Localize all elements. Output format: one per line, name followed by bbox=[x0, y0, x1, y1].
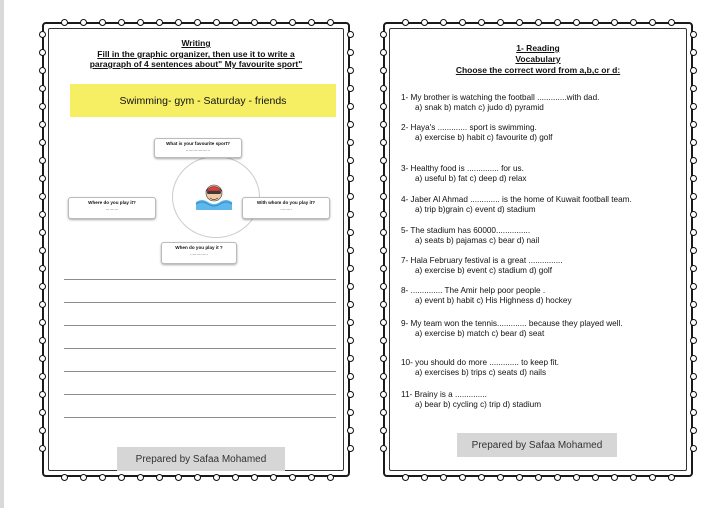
binder-ring-icon bbox=[516, 474, 523, 481]
binder-ring-icon bbox=[156, 474, 163, 481]
binder-ring-icon bbox=[380, 391, 387, 398]
word-bank-text: Swimming- gym - Saturday - friends bbox=[119, 94, 287, 107]
binder-ring-icon bbox=[380, 265, 387, 272]
binder-ring-icon bbox=[39, 391, 46, 398]
question-item bbox=[401, 195, 632, 215]
binder-ring-icon bbox=[39, 247, 46, 254]
answer-options: a) seats b) pajamas c) bear d) nail bbox=[415, 236, 540, 245]
binder-ring-icon bbox=[478, 474, 485, 481]
binder-ring-icon bbox=[380, 427, 387, 434]
binder-ring-icon bbox=[440, 474, 447, 481]
binder-ring-icon bbox=[213, 19, 220, 26]
binder-ring-icon bbox=[690, 31, 697, 38]
binder-ring-icon bbox=[690, 229, 697, 236]
binder-ring-icon bbox=[690, 391, 697, 398]
question-item bbox=[401, 286, 572, 306]
binder-ring-icon bbox=[380, 67, 387, 74]
binder-ring-icon bbox=[690, 409, 697, 416]
answer-options: a) event b) habit c) His Highness d) hockey bbox=[415, 296, 572, 305]
binder-ring-icon bbox=[156, 19, 163, 26]
binder-ring-icon bbox=[327, 474, 334, 481]
binder-ring-icon bbox=[347, 409, 354, 416]
organizer-question-sport: What is your favourite sport? bbox=[166, 141, 230, 146]
writing-line[interactable] bbox=[64, 325, 336, 326]
binder-ring-icon bbox=[380, 229, 387, 236]
binder-ring-icon bbox=[347, 373, 354, 380]
binder-ring-icon bbox=[39, 31, 46, 38]
binder-ring-icon bbox=[402, 474, 409, 481]
writing-line[interactable] bbox=[64, 279, 336, 280]
binder-ring-icon bbox=[380, 157, 387, 164]
binder-ring-icon bbox=[39, 445, 46, 452]
binder-ring-icon bbox=[39, 229, 46, 236]
binder-ring-icon bbox=[347, 391, 354, 398]
graphic-organizer bbox=[64, 134, 336, 254]
answer-options: a) exercise b) event c) stadium d) golf bbox=[415, 266, 552, 275]
prepared-by-label bbox=[457, 433, 617, 457]
binder-ring-icon bbox=[380, 193, 387, 200]
binder-ring-icon bbox=[380, 409, 387, 416]
binder-ring-icon bbox=[347, 49, 354, 56]
binder-ring-icon bbox=[61, 474, 68, 481]
binder-ring-icon bbox=[232, 474, 239, 481]
question-item bbox=[401, 226, 539, 246]
binder-ring-icon bbox=[39, 175, 46, 182]
binder-ring-icon bbox=[380, 85, 387, 92]
binder-ring-icon bbox=[478, 19, 485, 26]
binder-ring-icon bbox=[554, 474, 561, 481]
binder-ring-icon bbox=[380, 373, 387, 380]
binder-ring-icon bbox=[690, 193, 697, 200]
binder-ring-icon bbox=[39, 49, 46, 56]
binder-ring-icon bbox=[347, 67, 354, 74]
binder-ring-icon bbox=[592, 474, 599, 481]
binder-ring-icon bbox=[649, 474, 656, 481]
binder-ring-icon bbox=[39, 283, 46, 290]
binder-ring-icon bbox=[690, 427, 697, 434]
binder-ring-icon bbox=[327, 19, 334, 26]
instruction-line-1: Fill in the graphic organizer, then use it to write a bbox=[97, 49, 295, 59]
binder-ring-icon bbox=[535, 19, 542, 26]
binder-ring-icon bbox=[497, 19, 504, 26]
binder-ring-icon bbox=[39, 373, 46, 380]
binder-ring-icon bbox=[402, 19, 409, 26]
binder-ring-icon bbox=[39, 67, 46, 74]
binder-ring-icon bbox=[99, 19, 106, 26]
question-item bbox=[401, 319, 623, 339]
binder-ring-icon bbox=[380, 175, 387, 182]
binder-ring-icon bbox=[690, 49, 697, 56]
vocabulary-worksheet-page bbox=[383, 22, 693, 477]
question-text: 10- you should do more ............. to keep fit. bbox=[401, 358, 559, 367]
question-text: 2- Haya's ............. sport is swimming. bbox=[401, 123, 537, 132]
binder-ring-icon bbox=[690, 85, 697, 92]
binder-ring-icon bbox=[690, 157, 697, 164]
binder-ring-icon bbox=[440, 19, 447, 26]
binder-ring-icon bbox=[690, 373, 697, 380]
binder-ring-icon bbox=[251, 19, 258, 26]
binder-ring-icon bbox=[690, 67, 697, 74]
binder-ring-icon bbox=[347, 157, 354, 164]
organizer-question-with-whom: With whom do you play it? bbox=[256, 200, 316, 205]
binder-ring-icon bbox=[175, 474, 182, 481]
organizer-box-with-whom bbox=[242, 197, 330, 219]
binder-ring-icon bbox=[347, 139, 354, 146]
answer-options: a) useful b) fat c) deep d) relax bbox=[415, 174, 527, 183]
binder-ring-icon bbox=[39, 355, 46, 362]
binder-ring-icon bbox=[308, 474, 315, 481]
binder-ring-icon bbox=[347, 283, 354, 290]
binder-ring-icon bbox=[39, 427, 46, 434]
question-text: 9- My team won the tennis............. because they played well. bbox=[401, 319, 623, 328]
organizer-answer-line: .............. bbox=[190, 251, 208, 256]
binder-ring-icon bbox=[690, 355, 697, 362]
binder-ring-icon bbox=[690, 139, 697, 146]
binder-ring-icon bbox=[690, 265, 697, 272]
binder-ring-icon bbox=[380, 283, 387, 290]
binder-ring-icon bbox=[649, 19, 656, 26]
binder-ring-icon bbox=[232, 19, 239, 26]
answer-options: a) exercise b) habit c) favourite d) golf bbox=[415, 133, 553, 142]
binder-ring-icon bbox=[573, 19, 580, 26]
binder-ring-icon bbox=[380, 121, 387, 128]
binder-ring-icon bbox=[690, 445, 697, 452]
binder-ring-icon bbox=[80, 19, 87, 26]
writing-line[interactable] bbox=[64, 417, 336, 418]
binder-ring-icon bbox=[690, 319, 697, 326]
binder-ring-icon bbox=[690, 301, 697, 308]
binder-ring-icon bbox=[347, 85, 354, 92]
binder-ring-icon bbox=[690, 283, 697, 290]
binder-ring-icon bbox=[421, 474, 428, 481]
binder-ring-icon bbox=[380, 103, 387, 110]
writing-worksheet-page bbox=[42, 22, 350, 477]
binder-ring-icon bbox=[347, 193, 354, 200]
question-text: 1- My brother is watching the football .............with dad. bbox=[401, 93, 600, 102]
binder-ring-icon bbox=[347, 175, 354, 182]
binder-ring-icon bbox=[39, 139, 46, 146]
binder-ring-icon bbox=[380, 49, 387, 56]
binder-ring-icon bbox=[99, 474, 106, 481]
binder-ring-icon bbox=[554, 19, 561, 26]
binder-ring-icon bbox=[421, 19, 428, 26]
binder-ring-icon bbox=[39, 85, 46, 92]
question-text: 3- Healthy food is .............. for us. bbox=[401, 164, 524, 173]
binder-ring-icon bbox=[380, 301, 387, 308]
instruction-line-2: paragraph of 4 sentences about" My favourite sport" bbox=[89, 59, 303, 69]
binder-ring-icon bbox=[630, 474, 637, 481]
binder-ring-icon bbox=[347, 211, 354, 218]
question-text: 7- Hala February festival is a great ............... bbox=[401, 256, 563, 265]
binder-ring-icon bbox=[347, 355, 354, 362]
binder-ring-icon bbox=[690, 247, 697, 254]
prepared-by-text: Prepared by Safaa Mohamed bbox=[471, 439, 603, 451]
binder-ring-icon bbox=[213, 474, 220, 481]
binder-ring-icon bbox=[380, 445, 387, 452]
question-text: 4- Jaber Al Ahmad ............. is the home of Kuwait football team. bbox=[401, 195, 632, 204]
swimmer-icon bbox=[194, 180, 234, 210]
window-edge bbox=[0, 0, 4, 508]
binder-ring-icon bbox=[270, 474, 277, 481]
organizer-question-when: When do you play it ? bbox=[175, 245, 223, 250]
question-text: 11- Brainy is a .............. bbox=[401, 390, 487, 399]
binder-ring-icon bbox=[308, 19, 315, 26]
writing-line[interactable] bbox=[64, 394, 336, 395]
writing-line[interactable] bbox=[64, 348, 336, 349]
binder-ring-icon bbox=[380, 337, 387, 344]
binder-ring-icon bbox=[39, 157, 46, 164]
answer-options: a) trip b)grain c) event d) stadium bbox=[415, 205, 536, 214]
question-item bbox=[401, 256, 563, 276]
binder-ring-icon bbox=[39, 121, 46, 128]
binder-ring-icon bbox=[347, 103, 354, 110]
binder-ring-icon bbox=[39, 337, 46, 344]
binder-ring-icon bbox=[497, 474, 504, 481]
binder-ring-icon bbox=[668, 474, 675, 481]
binder-ring-icon bbox=[39, 265, 46, 272]
binder-ring-icon bbox=[61, 19, 68, 26]
binder-ring-icon bbox=[251, 474, 258, 481]
binder-ring-icon bbox=[347, 337, 354, 344]
word-bank-box bbox=[70, 84, 336, 117]
organizer-answer-line: ................... bbox=[185, 147, 211, 152]
binder-ring-icon bbox=[39, 319, 46, 326]
binder-ring-icon bbox=[194, 474, 201, 481]
binder-ring-icon bbox=[39, 301, 46, 308]
binder-ring-icon bbox=[611, 19, 618, 26]
binder-ring-icon bbox=[347, 301, 354, 308]
binder-ring-icon bbox=[347, 265, 354, 272]
binder-ring-icon bbox=[347, 445, 354, 452]
binder-ring-icon bbox=[347, 121, 354, 128]
binder-ring-icon bbox=[380, 139, 387, 146]
binder-ring-icon bbox=[690, 211, 697, 218]
binder-ring-icon bbox=[592, 19, 599, 26]
binder-ring-icon bbox=[270, 19, 277, 26]
organizer-box-when bbox=[161, 242, 237, 264]
question-text: 5- The stadium has 60000............... bbox=[401, 226, 531, 235]
binder-ring-icon bbox=[380, 247, 387, 254]
binder-ring-icon bbox=[194, 19, 201, 26]
binder-ring-icon bbox=[380, 319, 387, 326]
binder-ring-icon bbox=[347, 229, 354, 236]
organizer-box-where bbox=[68, 197, 156, 219]
answer-options: a) snak b) match c) judo d) pyramid bbox=[415, 103, 544, 112]
binder-ring-icon bbox=[39, 193, 46, 200]
writing-heading: Writing bbox=[181, 38, 211, 48]
answer-options: a) exercises b) trips c) seats d) nails bbox=[415, 368, 547, 377]
writing-line[interactable] bbox=[64, 302, 336, 303]
binder-ring-icon bbox=[668, 19, 675, 26]
binder-ring-icon bbox=[39, 211, 46, 218]
binder-ring-icon bbox=[690, 103, 697, 110]
answer-options: a) bear b) cycling c) trip d) stadium bbox=[415, 400, 542, 409]
binder-ring-icon bbox=[80, 474, 87, 481]
binder-ring-icon bbox=[459, 19, 466, 26]
organizer-answer-line: .......... bbox=[105, 206, 119, 211]
prepared-by-text: Prepared by Safaa Mohamed bbox=[135, 453, 267, 465]
binder-ring-icon bbox=[690, 337, 697, 344]
binder-ring-icon bbox=[347, 427, 354, 434]
question-text: 8- .............. The Amir help poor people . bbox=[401, 286, 546, 295]
binder-ring-icon bbox=[459, 474, 466, 481]
binder-ring-icon bbox=[175, 19, 182, 26]
binder-ring-icon bbox=[39, 409, 46, 416]
binder-ring-icon bbox=[137, 19, 144, 26]
binder-ring-icon bbox=[611, 474, 618, 481]
organizer-question-where: Where do you play it? bbox=[88, 200, 136, 205]
question-item bbox=[401, 93, 599, 113]
binder-ring-icon bbox=[380, 355, 387, 362]
question-item bbox=[401, 164, 527, 184]
binder-ring-icon bbox=[39, 103, 46, 110]
binder-ring-icon bbox=[347, 247, 354, 254]
prepared-by-label bbox=[117, 447, 285, 471]
binder-ring-icon bbox=[347, 319, 354, 326]
binder-ring-icon bbox=[118, 474, 125, 481]
binder-ring-icon bbox=[535, 474, 542, 481]
question-item bbox=[401, 390, 541, 410]
binder-ring-icon bbox=[380, 211, 387, 218]
binder-ring-icon bbox=[573, 474, 580, 481]
instruction-text: Choose the correct word from a,b,c or d: bbox=[455, 65, 621, 75]
binder-ring-icon bbox=[630, 19, 637, 26]
organizer-box-sport bbox=[154, 138, 242, 158]
binder-ring-icon bbox=[347, 31, 354, 38]
binder-ring-icon bbox=[516, 19, 523, 26]
organizer-answer-line: ......... bbox=[280, 206, 292, 211]
binder-ring-icon bbox=[289, 474, 296, 481]
binder-ring-icon bbox=[289, 19, 296, 26]
question-item bbox=[401, 358, 559, 378]
binder-ring-icon bbox=[118, 19, 125, 26]
binder-ring-icon bbox=[137, 474, 144, 481]
writing-line[interactable] bbox=[64, 371, 336, 372]
question-item bbox=[401, 123, 552, 143]
binder-ring-icon bbox=[690, 121, 697, 128]
binder-ring-icon bbox=[690, 175, 697, 182]
reading-title: 1- Reading bbox=[516, 43, 560, 53]
answer-options: a) exercise b) match c) bear d) seat bbox=[415, 329, 545, 338]
binder-ring-icon bbox=[380, 31, 387, 38]
vocabulary-title: Vocabulary bbox=[515, 54, 561, 64]
